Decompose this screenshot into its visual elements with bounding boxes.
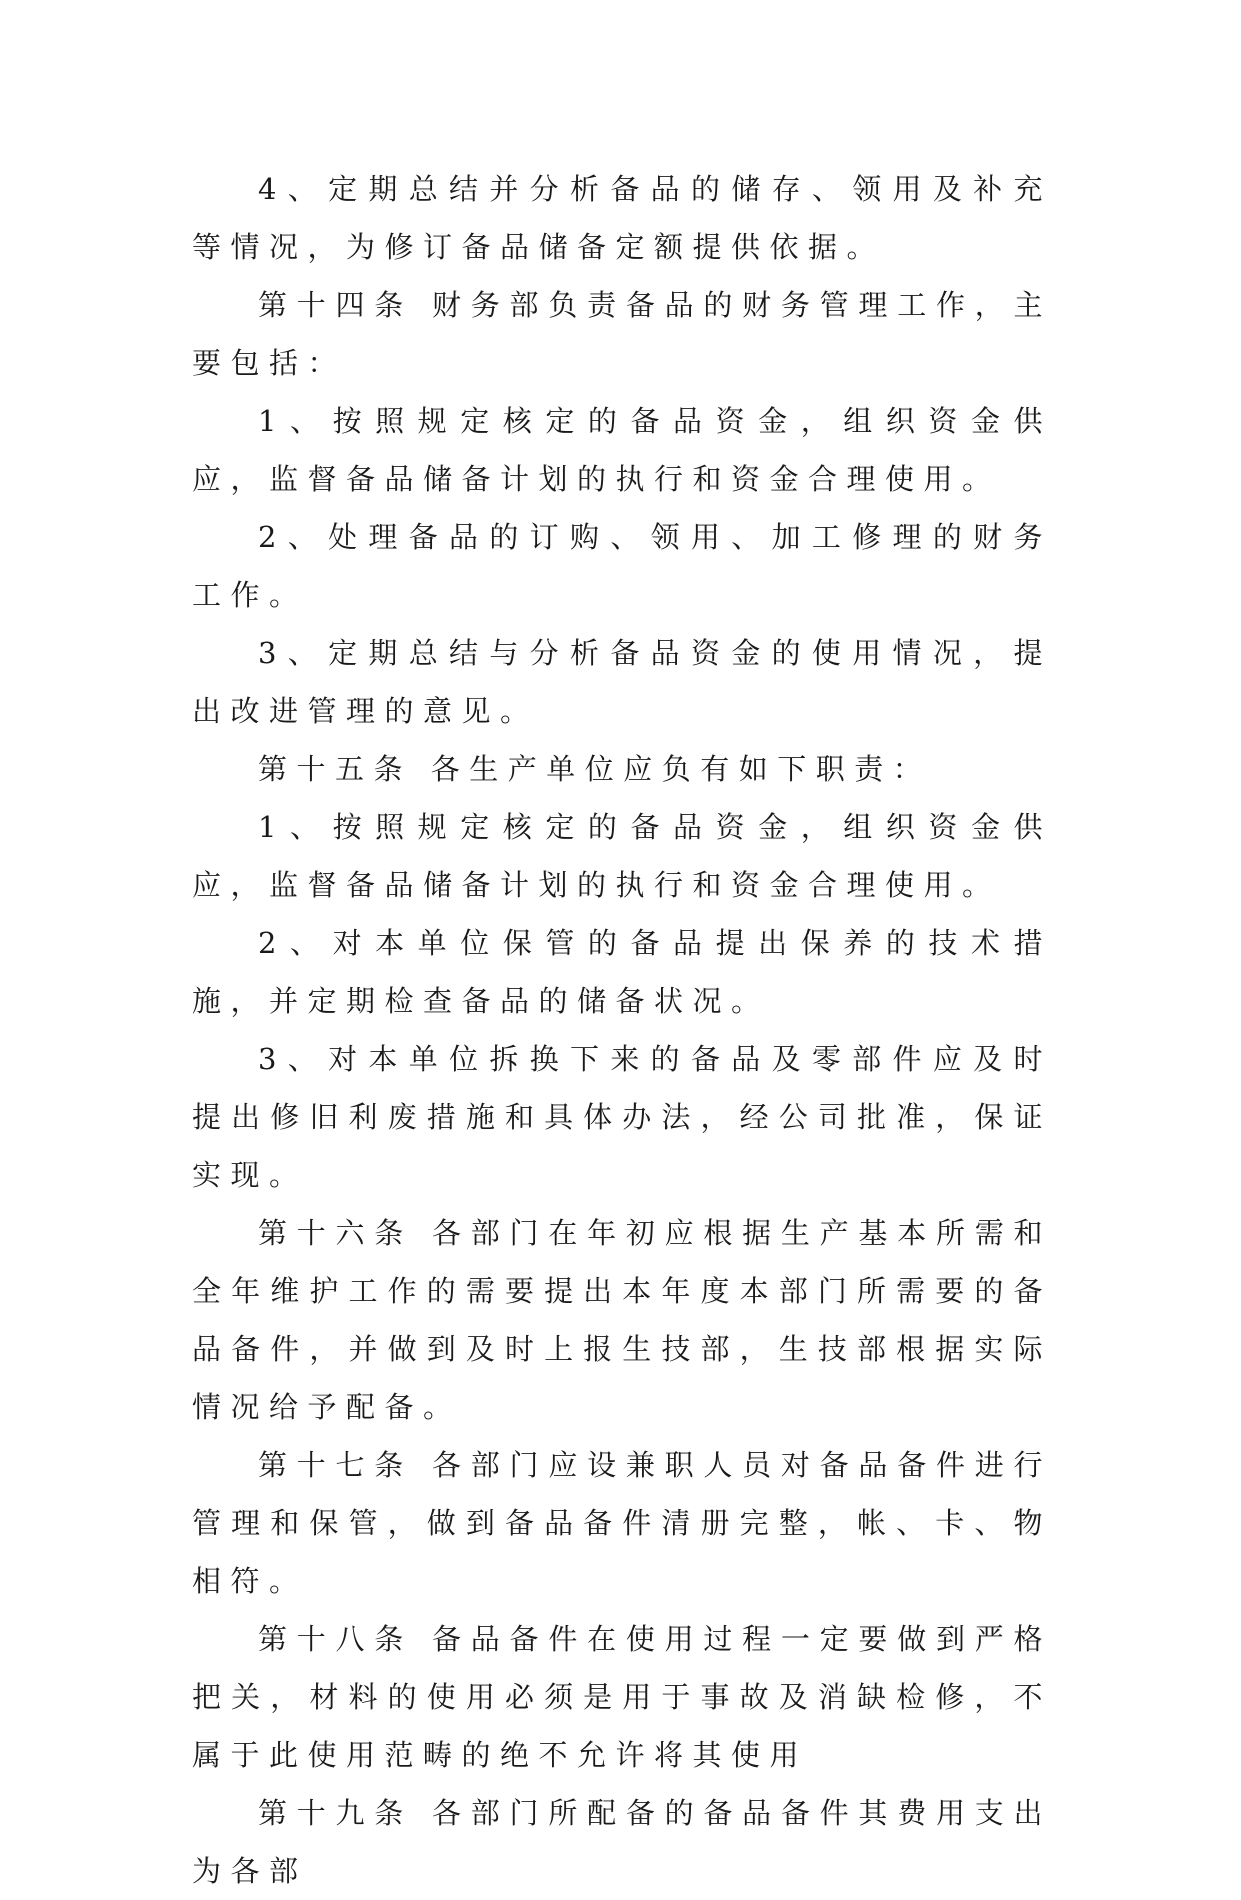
paragraph-item-2-finance: 2、处理备品的订购、领用、加工修理的财务工作。	[192, 520, 1052, 612]
article-18: 第十八条 备品备件在使用过程一定要做到严格把关，材料的使用必须是用于事故及消缺检修，不属于此使用范畴的绝不允许将其使用	[192, 1622, 1052, 1772]
article-17: 第十七条 各部门应设兼职人员对备品备件进行管理和保管，做到备品备件清册完整，帐、卡、物相符。	[192, 1448, 1052, 1598]
paragraph-item-4-review: 4、定期总结并分析备品的储存、领用及补充等情况，为修订备品储备定额提供依据。	[192, 172, 1052, 264]
document-body	[192, 160, 1052, 1900]
paragraph-item-2-maintenance: 2、对本单位保管的备品提出保养的技术措施，并定期检查备品的储备状况。	[192, 926, 1052, 1018]
paragraph-item-3-reuse: 3、对本单位拆换下来的备品及零部件应及时提出修旧利废措施和具体办法，经公司批准，保证实现。	[192, 1042, 1052, 1192]
article-19: 第十九条 各部门所配备的备品备件其费用支出为各部	[192, 1796, 1052, 1888]
paragraph-item-3-analysis: 3、定期总结与分析备品资金的使用情况，提出改进管理的意见。	[192, 636, 1052, 728]
article-15-heading: 第十五条 各生产单位应负有如下职责：	[258, 752, 932, 786]
paragraph-item-1-funds: 1、按照规定核定的备品资金，组织资金供应，监督备品储备计划的执行和资金合理使用。	[192, 404, 1052, 496]
paragraph-item-1-funds-units: 1、按照规定核定的备品资金，组织资金供应，监督备品储备计划的执行和资金合理使用。	[192, 810, 1052, 902]
article-16: 第十六条 各部门在年初应根据生产基本所需和全年维护工作的需要提出本年度本部门所需要的备品备件，并做到及时上报生技部，生技部根据实际情况给予配备。	[192, 1216, 1052, 1424]
article-14-heading: 第十四条 财务部负责备品的财务管理工作，主要包括：	[192, 288, 1052, 380]
